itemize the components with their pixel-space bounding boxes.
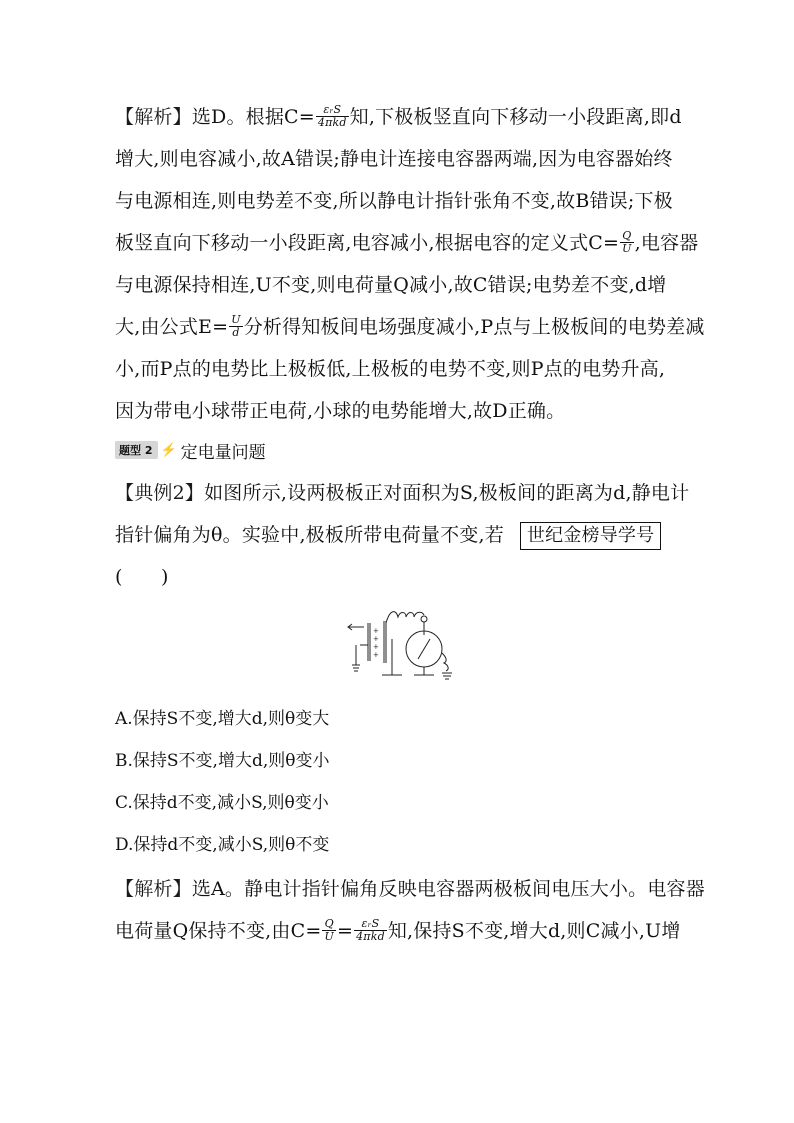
question-type-tag: 题型 2 <box>115 441 158 459</box>
analysis-paragraph-2 <box>115 868 705 952</box>
text-segment: 如图所示,设两极板正对面积为S,极板间的距离为d,静电计 <box>204 482 690 504</box>
analysis1-line-1 <box>115 96 685 138</box>
option-a[interactable]: A.保持S不变,增大d,则θ变大 <box>115 709 330 729</box>
text-segment: 分析得知板间电场强度减小,P点与上极板间的电势差减 <box>243 316 705 338</box>
option-b[interactable]: B.保持S不变,增大d,则θ变小 <box>115 751 330 771</box>
example-line-1 <box>115 472 690 514</box>
text-segment: ,电容器 <box>634 232 699 254</box>
example-label: 【典例2】 <box>115 482 205 504</box>
capacitance-fraction <box>354 918 387 943</box>
example-line-2 <box>115 514 685 556</box>
fraction-denominator: d <box>232 325 240 339</box>
analysis1-line-7: 小,而P点的电势比上极板低,上极板的电势不变,则P点的电势升高, <box>115 358 666 380</box>
analysis1-line-3: 与电源相连,则电势差不变,所以静电计指针张角不变,故B错误;下极 <box>115 190 673 212</box>
option-d[interactable]: D.保持d不变,减小S,则θ不变 <box>115 835 330 855</box>
analysis1-line-2: 增大,则电容减小,故A错误;静电计连接电容器两端,因为电容器始终 <box>115 148 673 170</box>
section-title: 定电量问题 <box>180 442 266 463</box>
field-strength-fraction <box>229 314 242 339</box>
capacitance-definition-fraction <box>620 230 633 255</box>
capacitor-electrometer-figure <box>340 605 460 683</box>
text-segment: 选A。静电计指针偏角反映电容器两极板间电压大小。电容器 <box>191 878 705 900</box>
analysis1-line-8: 因为带电小球带正电荷,小球的电势能增大,故D正确。 <box>115 400 566 422</box>
text-segment: 指针偏角为θ。实验中,极板所带电荷量不变,若 <box>115 524 504 546</box>
fraction-numerator: Q <box>322 918 335 931</box>
text-segment: 电荷量Q保持不变,由C= <box>115 920 322 942</box>
fraction-denominator: 4πkd <box>317 115 347 129</box>
section-heading <box>115 438 266 462</box>
lightning-icon: ⚡ <box>160 442 177 458</box>
text-segment: 大,由公式E= <box>115 316 229 338</box>
equals-sign: = <box>336 920 354 942</box>
answer-blank: ( ) <box>115 566 169 588</box>
text-segment: 选D。根据C= <box>191 106 315 128</box>
analysis-label: 【解析】 <box>115 878 192 900</box>
fraction-numerator: εᵣS <box>316 104 349 117</box>
fraction-denominator: 4πkd <box>356 929 385 943</box>
capacitance-definition-fraction <box>322 918 335 943</box>
analysis2-line-1 <box>115 868 705 910</box>
option-c[interactable]: C.保持d不变,减小S,则θ变小 <box>115 793 329 813</box>
svg-text:+: + <box>373 643 379 651</box>
electrometer-needle <box>418 639 430 659</box>
text-segment: 知,下极板竖直向下移动一小段距离,即d <box>349 106 682 128</box>
text-segment: 知,保持S不变,增大d,则C减小,U增 <box>387 920 681 942</box>
capacitance-fraction <box>316 104 349 129</box>
fraction-denominator: U <box>622 241 632 255</box>
analysis1-line-5: 与电源保持相连,U不变,则电荷量Q减小,故C错误;电势差不变,d增 <box>115 274 667 296</box>
analysis1-line-6 <box>115 306 705 348</box>
source-box: 世纪金榜导学号 <box>520 522 661 550</box>
svg-text:+: + <box>373 627 379 635</box>
analysis-label: 【解析】 <box>115 106 192 128</box>
fraction-numerator: Q <box>620 230 633 243</box>
analysis1-line-4 <box>115 222 699 264</box>
text-segment: 板竖直向下移动一小段距离,电容减小,根据电容的定义式C= <box>115 232 620 254</box>
svg-text:+: + <box>373 651 379 659</box>
analysis2-line-2 <box>115 910 685 952</box>
fraction-numerator: U <box>231 312 241 326</box>
fraction-denominator: U <box>324 929 334 943</box>
analysis-paragraph-1 <box>115 96 705 432</box>
example-paragraph <box>115 472 690 598</box>
fraction-numerator: εᵣS <box>354 918 387 931</box>
svg-text:+: + <box>373 635 379 643</box>
